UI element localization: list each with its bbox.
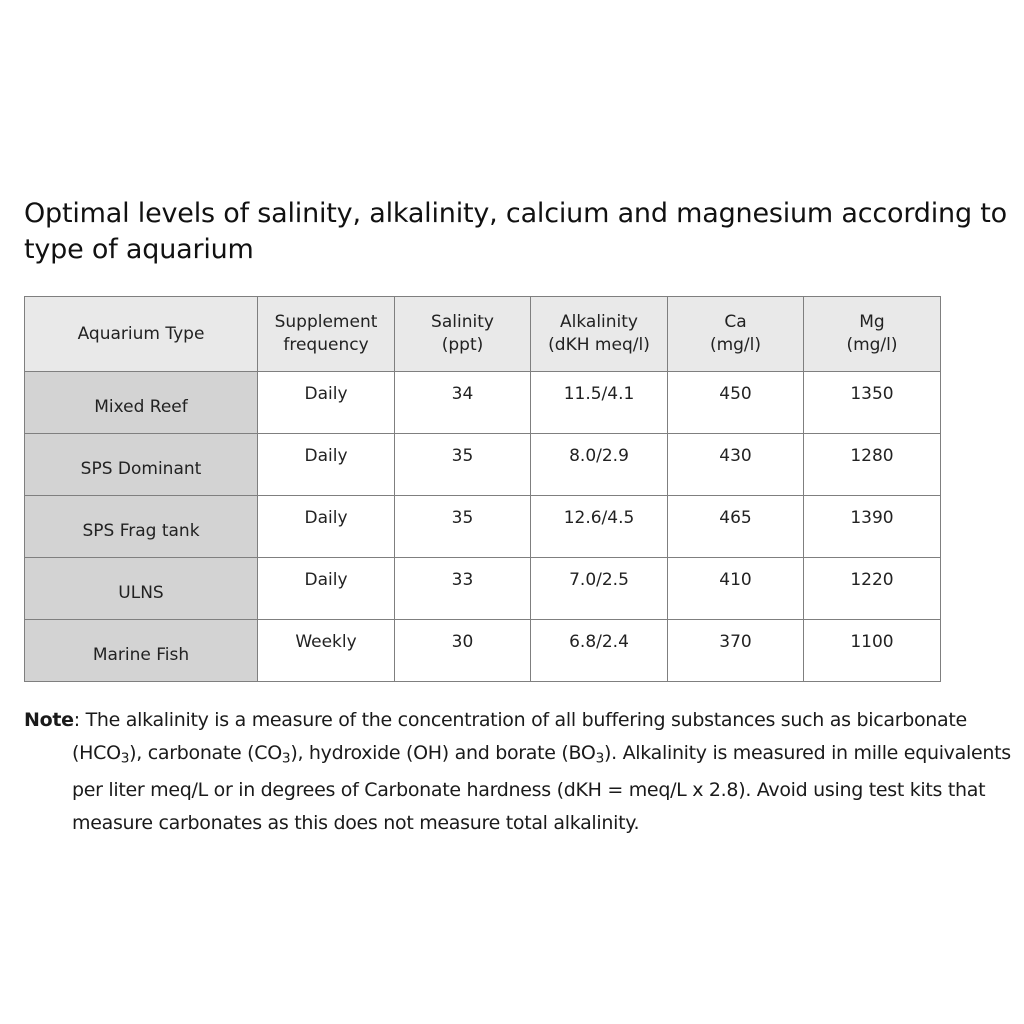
- table-header-row: [25, 297, 941, 372]
- calcium-cell: 450: [668, 372, 804, 434]
- frequency-cell: Weekly: [258, 620, 395, 682]
- calcium-cell: 430: [668, 434, 804, 496]
- note-text: ), carbonate (CO: [129, 741, 282, 764]
- table-row: [25, 372, 941, 434]
- alkalinity-cell: 7.0/2.5: [531, 558, 668, 620]
- subscript: 3: [120, 749, 130, 766]
- salinity-cell: 33: [395, 558, 531, 620]
- aquarium-type-cell: Marine Fish: [25, 620, 258, 682]
- magnesium-cell: 1220: [804, 558, 941, 620]
- alkalinity-cell: 12.6/4.5: [531, 496, 668, 558]
- aquarium-type-cell: Mixed Reef: [25, 372, 258, 434]
- table-row: [25, 558, 941, 620]
- frequency-cell: Daily: [258, 558, 395, 620]
- salinity-cell: 35: [395, 496, 531, 558]
- magnesium-cell: 1100: [804, 620, 941, 682]
- subscript: 3: [281, 749, 291, 766]
- alkalinity-cell: 8.0/2.9: [531, 434, 668, 496]
- frequency-cell: Daily: [258, 496, 395, 558]
- aquarium-type-cell: ULNS: [25, 558, 258, 620]
- alkalinity-cell: 6.8/2.4: [531, 620, 668, 682]
- table-row: [25, 434, 941, 496]
- subscript: 3: [595, 749, 604, 766]
- header-magnesium: Mg (mg/l): [804, 297, 941, 372]
- aquarium-type-cell: SPS Frag tank: [25, 496, 258, 558]
- note-text: : The alkalinity is a measure of the concentration of all buffering substances such as bicarbonate (HCO: [72, 709, 967, 764]
- salinity-cell: 35: [395, 434, 531, 496]
- header-aquarium-type: Aquarium Type: [25, 297, 258, 372]
- header-supplement-frequency: Supplement frequency: [258, 297, 395, 372]
- header-alkalinity: Alkalinity (dKH meq/l): [531, 297, 668, 372]
- magnesium-cell: 1390: [804, 496, 941, 558]
- aquarium-type-cell: SPS Dominant: [25, 434, 258, 496]
- table-row: [25, 620, 941, 682]
- alkalinity-cell: 11.5/4.1: [531, 372, 668, 434]
- magnesium-cell: 1280: [804, 434, 941, 496]
- header-calcium: Ca (mg/l): [668, 297, 804, 372]
- salinity-cell: 30: [395, 620, 531, 682]
- calcium-cell: 410: [668, 558, 804, 620]
- note-label: Note: [24, 709, 74, 731]
- calcium-cell: 370: [668, 620, 804, 682]
- page-title: Optimal levels of salinity, alkalinity, calcium and magnesium according to type of aquarium: [24, 198, 1007, 265]
- note-text: ). Alkalinity is measured in mille equivalents per liter meq/L or in degrees of Carbonate hardness (dKH = meq/L x 2.8). Avoid using test kits that measure carbonates as this does not measure total alkalinity.: [72, 741, 1011, 834]
- note-text: ), hydroxide (OH) and borate (BO: [290, 741, 596, 764]
- calcium-cell: 465: [668, 496, 804, 558]
- table-row: [25, 496, 941, 558]
- salinity-cell: 34: [395, 372, 531, 434]
- header-salinity: Salinity (ppt): [395, 297, 531, 372]
- water-parameters-table: [24, 296, 941, 682]
- frequency-cell: Daily: [258, 434, 395, 496]
- frequency-cell: Daily: [258, 372, 395, 434]
- magnesium-cell: 1350: [804, 372, 941, 434]
- note-paragraph: [24, 704, 1014, 839]
